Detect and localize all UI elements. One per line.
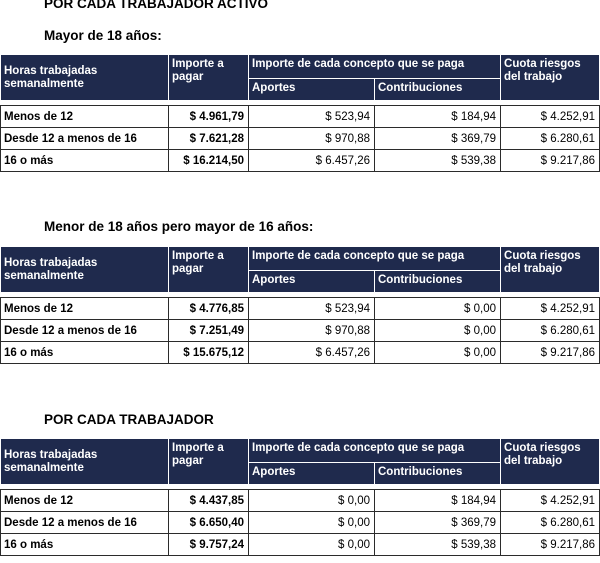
cell-importe: $ 4.776,85: [169, 298, 249, 320]
row-label: 16 o más: [1, 150, 169, 172]
header-importe: Importe a pagar: [169, 247, 249, 293]
cell-contribuciones: $ 0,00: [375, 320, 501, 342]
cell-importe: $ 6.650,40: [169, 512, 249, 534]
cell-aportes: $ 0,00: [249, 534, 375, 556]
row-label: Desde 12 a menos de 16: [1, 512, 169, 534]
cell-contribuciones: $ 369,79: [375, 512, 501, 534]
table-row: [1, 534, 600, 556]
header-concepto: Importe de cada concepto que se paga: [249, 439, 501, 463]
header-cuota: Cuota riesgos del trabajo: [501, 439, 600, 485]
cell-aportes: $ 970,88: [249, 320, 375, 342]
row-label: Menos de 12: [1, 298, 169, 320]
header-cuota: Cuota riesgos del trabajo: [501, 55, 600, 101]
cell-cuota: $ 9.217,86: [501, 534, 600, 556]
row-label: 16 o más: [1, 534, 169, 556]
header-contribuciones: Contribuciones: [375, 271, 501, 293]
header-hours: Horas trabajadas semanalmente: [1, 55, 169, 101]
cell-cuota: $ 6.280,61: [501, 512, 600, 534]
cell-importe: $ 4.437,85: [169, 490, 249, 512]
cell-cuota: $ 9.217,86: [501, 342, 600, 364]
cell-cuota: $ 4.252,91: [501, 106, 600, 128]
table-row: [1, 298, 600, 320]
cell-aportes: $ 0,00: [249, 512, 375, 534]
section-3-table: [0, 438, 600, 556]
cell-aportes: $ 523,94: [249, 298, 375, 320]
cell-cuota: $ 4.252,91: [501, 490, 600, 512]
table-row: [1, 150, 600, 172]
cell-cuota: $ 6.280,61: [501, 320, 600, 342]
header-cuota: Cuota riesgos del trabajo: [501, 247, 600, 293]
header-concepto: Importe de cada concepto que se paga: [249, 55, 501, 79]
section-2-table: [0, 246, 600, 364]
cell-contribuciones: $ 539,38: [375, 534, 501, 556]
header-hours: Horas trabajadas semanalmente: [1, 247, 169, 293]
section-2-subtitle: Menor de 18 años pero mayor de 16 años:: [44, 219, 314, 234]
row-label: Menos de 12: [1, 106, 169, 128]
header-importe: Importe a pagar: [169, 55, 249, 101]
header-aportes: Aportes: [249, 79, 375, 101]
section-1-subtitle: Mayor de 18 años:: [44, 28, 162, 43]
cell-contribuciones: $ 0,00: [375, 342, 501, 364]
cell-contribuciones: $ 539,38: [375, 150, 501, 172]
row-label: Desde 12 a menos de 16: [1, 128, 169, 150]
cell-aportes: $ 6.457,26: [249, 150, 375, 172]
section-1-title: POR CADA TRABAJADOR ACTIVO: [44, 0, 269, 11]
cell-aportes: $ 970,88: [249, 128, 375, 150]
cell-contribuciones: $ 0,00: [375, 298, 501, 320]
cell-importe: $ 16.214,50: [169, 150, 249, 172]
table-row: [1, 512, 600, 534]
header-concepto: Importe de cada concepto que se paga: [249, 247, 501, 271]
cell-cuota: $ 4.252,91: [501, 298, 600, 320]
header-importe: Importe a pagar: [169, 439, 249, 485]
header-contribuciones: Contribuciones: [375, 463, 501, 485]
cell-importe: $ 15.675,12: [169, 342, 249, 364]
header-contribuciones: Contribuciones: [375, 79, 501, 101]
cell-contribuciones: $ 369,79: [375, 128, 501, 150]
cell-contribuciones: $ 184,94: [375, 106, 501, 128]
cell-importe: $ 4.961,79: [169, 106, 249, 128]
cell-aportes: $ 6.457,26: [249, 342, 375, 364]
header-aportes: Aportes: [249, 271, 375, 293]
cell-cuota: $ 6.280,61: [501, 128, 600, 150]
row-label: Menos de 12: [1, 490, 169, 512]
cell-aportes: $ 523,94: [249, 106, 375, 128]
cell-contribuciones: $ 184,94: [375, 490, 501, 512]
cell-aportes: $ 0,00: [249, 490, 375, 512]
header-hours: Horas trabajadas semanalmente: [1, 439, 169, 485]
table-row: [1, 490, 600, 512]
table-row: [1, 106, 600, 128]
cell-importe: $ 7.251,49: [169, 320, 249, 342]
cell-importe: $ 7.621,28: [169, 128, 249, 150]
cell-importe: $ 9.757,24: [169, 534, 249, 556]
header-aportes: Aportes: [249, 463, 375, 485]
row-label: 16 o más: [1, 342, 169, 364]
section-1-table: [0, 54, 600, 172]
section-3-title: POR CADA TRABAJADOR: [44, 412, 214, 427]
table-row: [1, 320, 600, 342]
cell-cuota: $ 9.217,86: [501, 150, 600, 172]
table-row: [1, 342, 600, 364]
row-label: Desde 12 a menos de 16: [1, 320, 169, 342]
table-row: [1, 128, 600, 150]
